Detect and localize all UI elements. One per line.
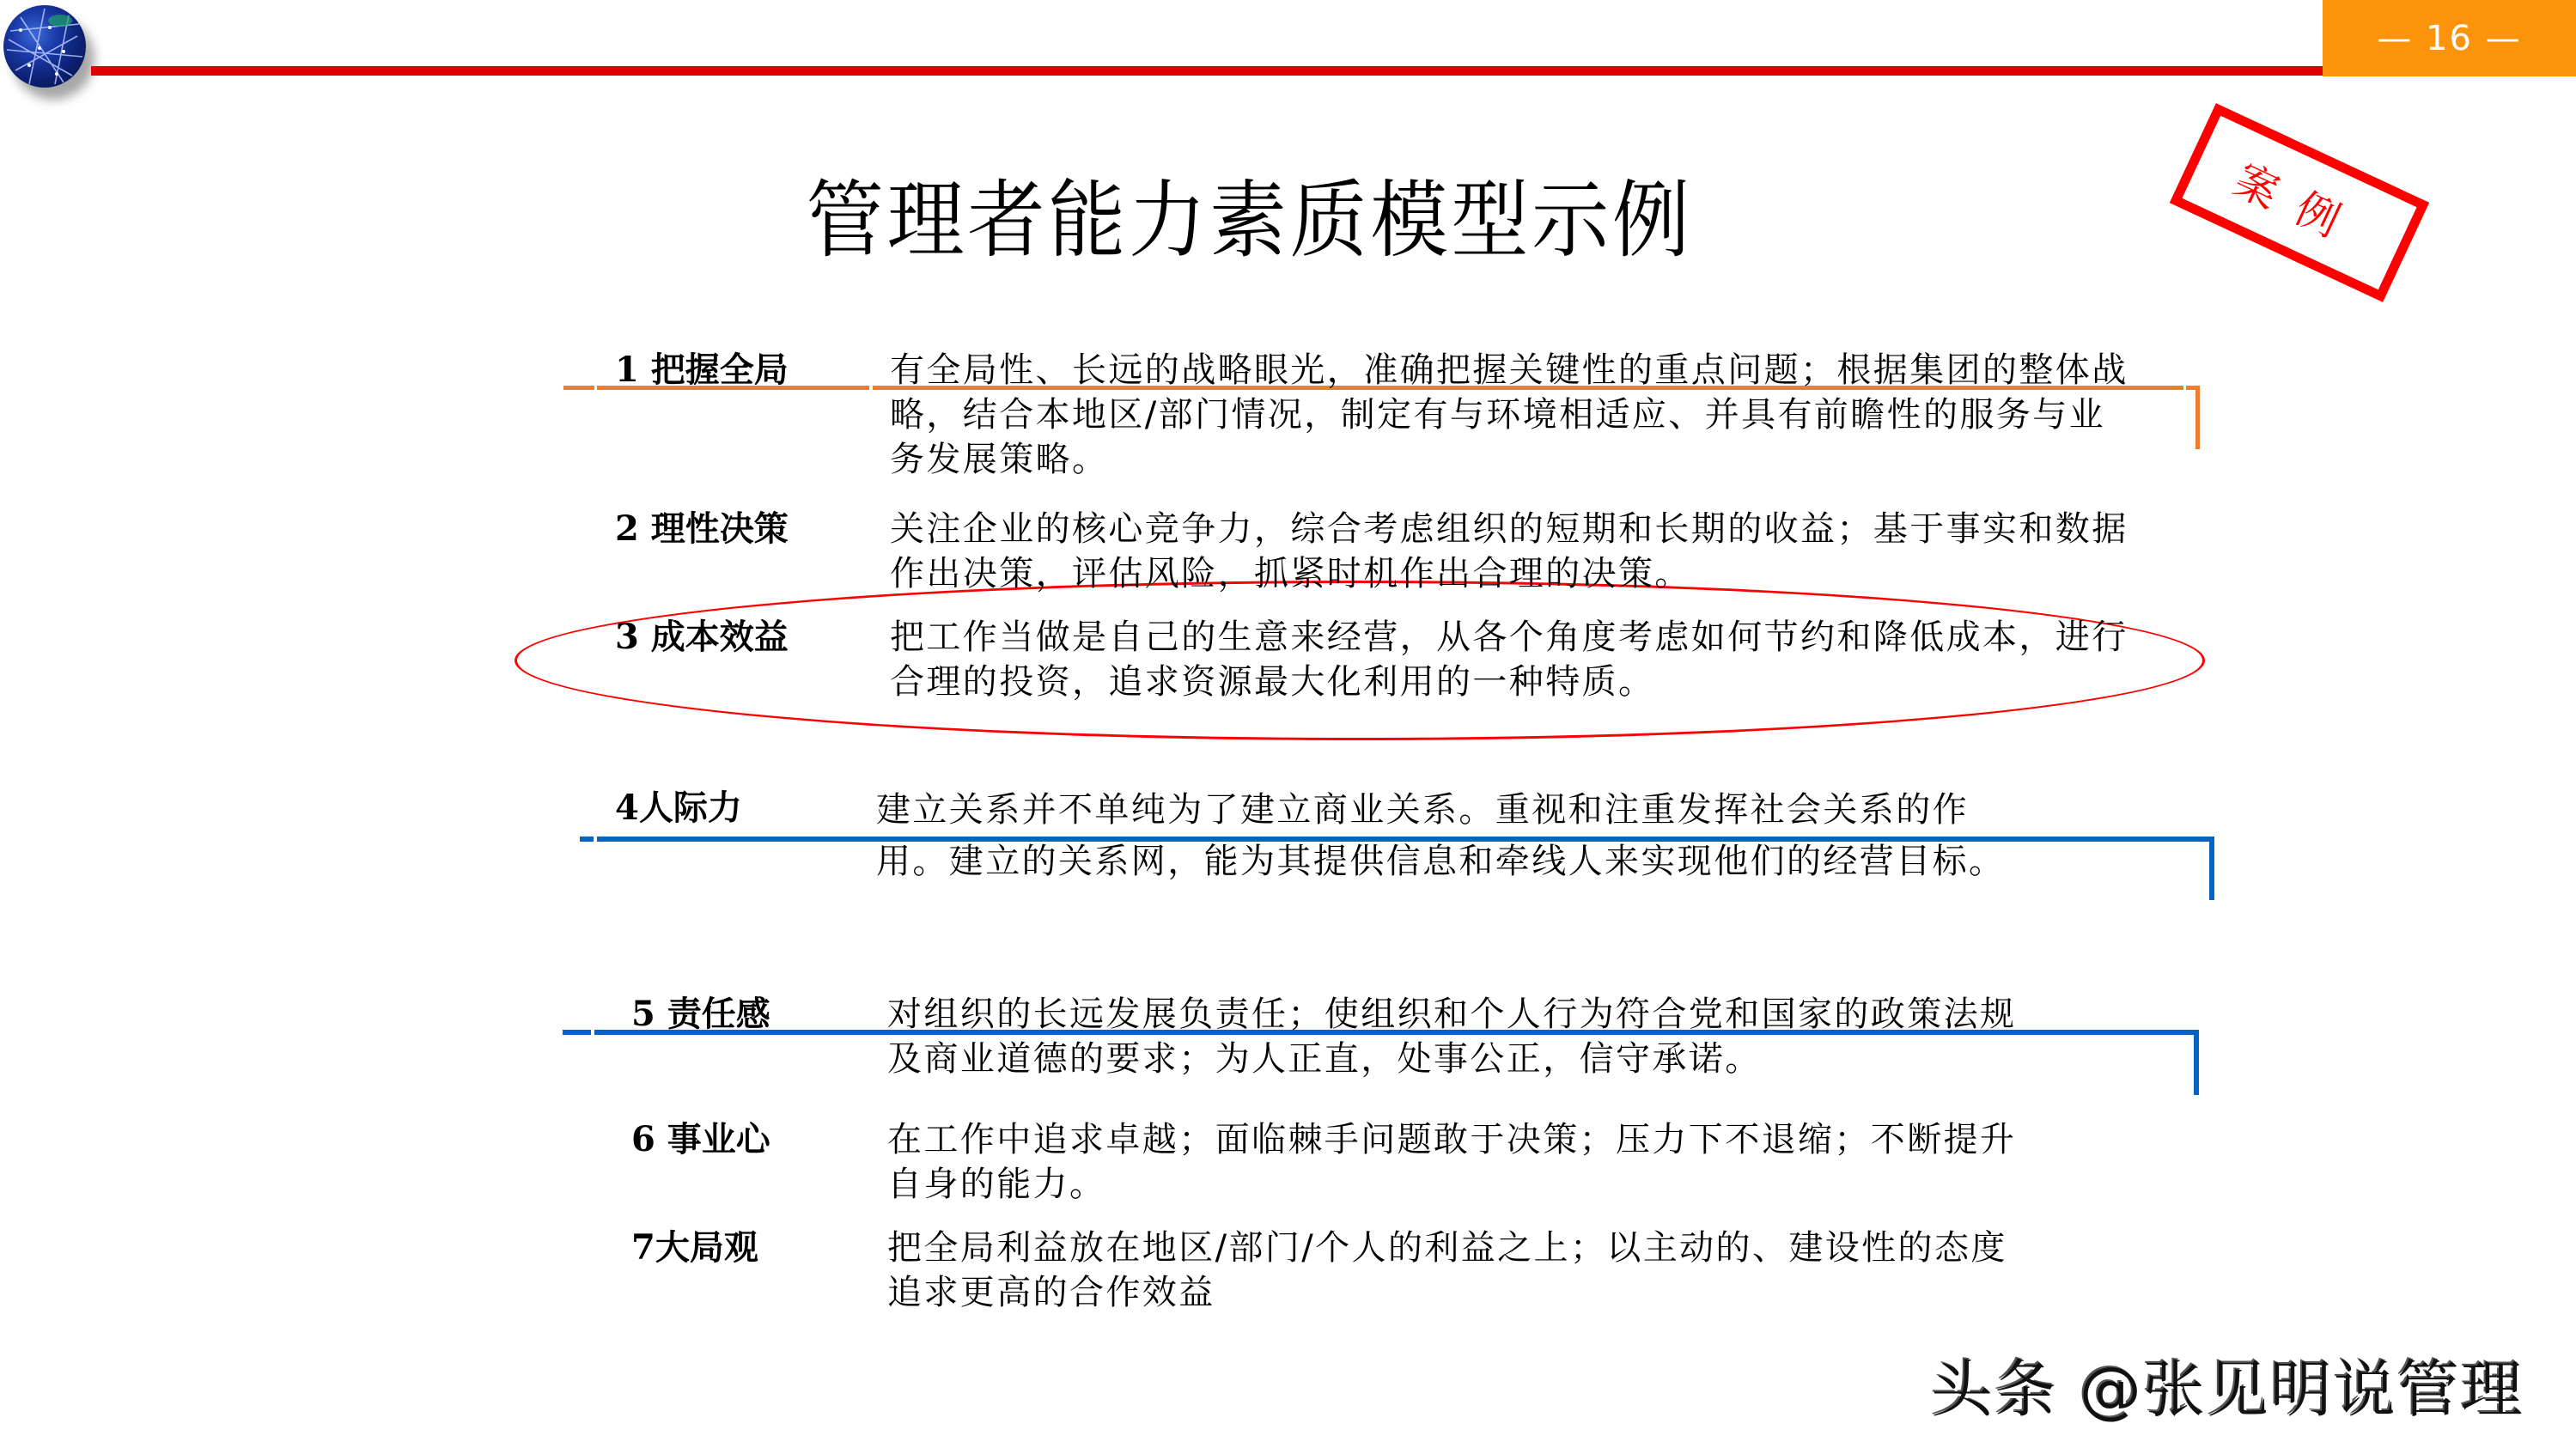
orange-bracket-vertical <box>2195 386 2200 449</box>
competency-label: 1 把握全局 <box>615 350 789 390</box>
description-line: 合理的投资，追求资源最大化利用的一种特质。 <box>890 662 1655 702</box>
description-line: 追求更高的合作效益 <box>887 1273 1215 1312</box>
description-line: 略，结合本地区/部门情况，制定有与环境相适应、并具有前瞻性的服务与业 <box>890 395 2106 435</box>
description-line: 对组织的长远发展负责任；使组织和个人行为符合党和国家的政策法规 <box>887 995 2017 1034</box>
competency-label: 5 责任感 <box>631 994 770 1034</box>
description-line: 关注企业的核心竞争力，综合考虑组织的短期和长期的收益；基于事实和数据 <box>890 509 2128 549</box>
competency-description <box>890 615 2128 704</box>
description-line: 用。建立的关系网，能为其提供信息和牵线人来实现他们的经营目标。 <box>876 842 2006 881</box>
description-line: 把全局利益放在地区/部门/个人的利益之上；以主动的、建设性的态度 <box>887 1228 2007 1268</box>
competency-description <box>876 784 2005 887</box>
blue-underline-dash-2 <box>563 1030 591 1035</box>
slide-title: 管理者能力素质模型示例 <box>806 172 1693 270</box>
description-line: 在工作中追求卓越；面临棘手问题敢于决策；压力下不退缩；不断提升 <box>887 1120 2017 1159</box>
competency-label: 2 理性决策 <box>615 508 789 549</box>
header-rule <box>91 66 2323 76</box>
page-number: — 16 — <box>2377 18 2522 58</box>
description-line: 把工作当做是自己的生意来经营，从各个角度考虑如何节约和降低成本，进行 <box>890 618 2128 657</box>
blue-underline-dash <box>580 837 594 842</box>
competency-label: 7大局观 <box>631 1227 758 1268</box>
watermark: 头条 @张见明说管理 <box>1931 1354 2524 1426</box>
competency-label: 4人际力 <box>615 788 742 828</box>
competency-description <box>887 992 2016 1081</box>
competency-description <box>887 1117 2016 1207</box>
orange-underline-dash <box>563 386 594 390</box>
description-line: 及商业道德的要求；为人正直，处事公正，信守承诺。 <box>887 1039 1762 1079</box>
competency-label: 6 事业心 <box>631 1119 770 1159</box>
case-stamp-label: 案例 <box>2226 155 2370 257</box>
blue-bracket-vertical <box>2209 837 2214 900</box>
competency-description <box>890 507 2128 596</box>
globe-logo-icon <box>3 5 86 88</box>
competency-description <box>887 1226 2007 1315</box>
description-line: 建立关系并不单纯为了建立商业关系。重视和注重发挥社会关系的作 <box>876 790 1969 830</box>
description-line: 务发展策略。 <box>890 440 1109 479</box>
description-line: 自身的能力。 <box>887 1165 1106 1204</box>
competency-description <box>890 348 2128 482</box>
blue-bracket-vertical-2 <box>2194 1030 2199 1095</box>
competency-label: 3 成本效益 <box>615 617 789 657</box>
description-line: 作出决策，评估风险，抓紧时机作出合理的决策。 <box>890 554 1691 593</box>
description-line: 有全局性、长远的战略眼光，准确把握关键性的重点问题；根据集团的整体战 <box>890 350 2128 390</box>
page-number-badge <box>2323 0 2576 76</box>
